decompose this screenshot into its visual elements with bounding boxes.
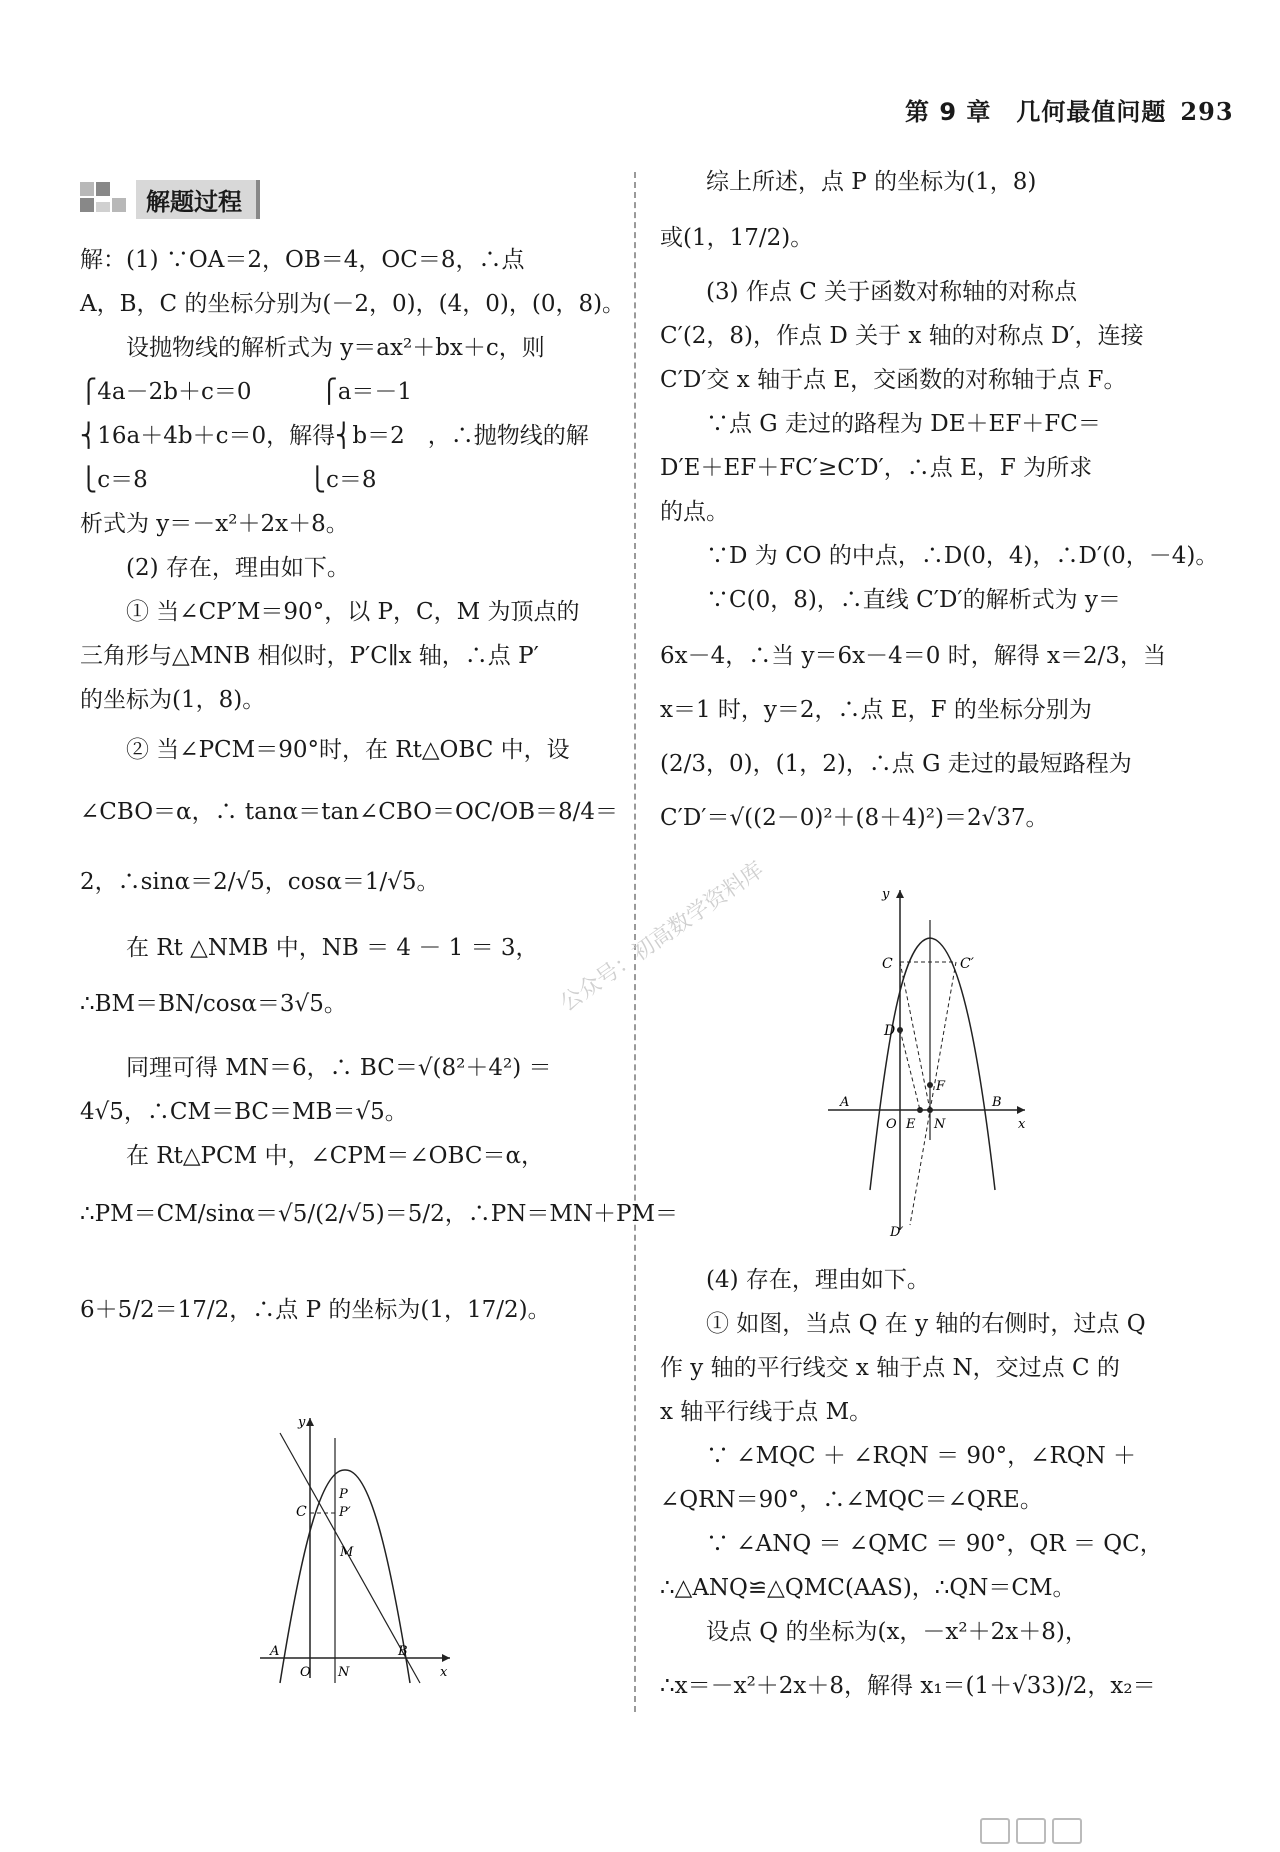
text-line: ∵ ∠ANQ ＝ ∠QMC ＝ 90°，QR ＝ QC， [660,1531,1163,1557]
text-line: ∵D 为 CO 的中点，∴D(0，4)，∴D′(0，－4)。 [660,543,1219,569]
text-line: ∴x＝－x²＋2x＋8，解得 x₁＝(1＋√33)/2，x₂＝ [660,1673,1156,1699]
text-line: 6x－4，∴当 y＝6x－4＝0 时，解得 x＝2/3，当 [660,643,1167,669]
text-line: (3) 作点 C 关于函数对称轴的对称点 [660,279,1078,305]
label-B: B [992,1095,1002,1110]
label-C: C [296,1504,307,1520]
label-P: P [339,1487,348,1502]
footer-icons [980,1818,1082,1844]
label-y: y [298,1415,306,1430]
label-E: E [906,1117,916,1132]
right-column-top [660,160,1219,840]
text-line: ⎩c＝8 ⎩c＝8 [80,467,377,493]
page-icon [1016,1818,1046,1844]
text-line: ① 如图，当点 Q 在 y 轴的右侧时，过点 Q [660,1311,1146,1337]
label-P-prime: P′ [339,1505,351,1520]
chapter-title: 第 9 章 几何最值问题 [905,98,1167,126]
text-line: 设点 Q 的坐标为(x，－x²＋2x＋8)， [660,1619,1088,1645]
text-line: 在 Rt △NMB 中，NB ＝ 4 － 1 ＝ 3， [80,935,539,961]
label-A: A [840,1095,850,1110]
text-line: (2) 存在，理由如下。 [80,555,350,581]
label-C-prime: C′ [960,956,974,972]
label-x: x [440,1665,448,1680]
label-D-prime: D′ [890,1225,904,1240]
section-heading [80,180,260,218]
heading-decoration-icon [80,182,136,216]
text-line: ∠CBO＝α，∴ tanα＝tan∠CBO＝OC/OB＝8/4＝ [80,799,618,825]
label-N: N [934,1117,946,1132]
figure-parabola-1 [240,1408,460,1688]
page-number: 293 [1180,97,1234,126]
text-line: ∴△ANQ≌△QMC(AAS)，∴QN＝CM。 [660,1575,1076,1601]
label-O: O [886,1117,897,1132]
text-line: 6＋5/2＝17/2，∴点 P 的坐标为(1，17/2)。 [80,1297,551,1323]
page-header [905,92,1234,127]
text-line: ① 当∠CP′M＝90°，以 P，C，M 为顶点的 [80,599,580,625]
text-line: ∵点 G 走过的路程为 DE＋EF＋FC＝ [660,411,1101,437]
text-line: ∴PM＝CM/sinα＝√5/(2/√5)＝5/2，∴PN＝MN＋PM＝ [80,1201,679,1227]
text-line: 或(1，17/2)。 [660,225,814,251]
text-line: D′E＋EF＋FC′≥C′D′，∴点 E，F 为所求 [660,455,1093,481]
figure-parabola-2 [820,880,1080,1240]
text-line: 综上所述，点 P 的坐标为(1，8) [660,169,1037,195]
watermark-text: 公众号：初高数学资料库 [555,857,769,1017]
page-icon [1052,1818,1082,1844]
text-line: ∴BM＝BN/cosα＝3√5。 [80,991,347,1017]
label-B: B [398,1644,408,1659]
text-line: 同理可得 MN＝6，∴ BC＝√(8²＋4²) ＝ [80,1055,552,1081]
text-line: ∠QRN＝90°，∴∠MQC＝∠QRE。 [660,1487,1043,1513]
label-N: N [338,1665,350,1680]
right-column-bottom [660,1258,1200,1708]
text-line: 设抛物线的解析式为 y＝ax²＋bx＋c，则 [80,335,545,361]
text-line: 在 Rt△PCM 中，∠CPM＝∠OBC＝α， [80,1143,544,1169]
text-line: (4) 存在，理由如下。 [660,1267,930,1293]
label-D: D [884,1023,896,1039]
text-line: 解：(1) ∵OA＝2，OB＝4，OC＝8，∴点 [80,247,525,273]
text-line: A，B，C 的坐标分别为(－2，0)，(4，0)，(0，8)。 [80,291,626,317]
label-M: M [340,1545,354,1560]
text-line: 4√5，∴CM＝BC＝MB＝√5。 [80,1099,408,1125]
label-O: O [300,1665,311,1680]
text-line: ⎧4a－2b＋c＝0 ⎧a＝－1 [80,379,413,405]
text-line: C′D′交 x 轴于点 E，交函数的对称轴于点 F。 [660,367,1127,393]
label-y: y [882,887,890,902]
label-F: F [936,1079,946,1094]
text-line: (2/3，0)，(1，2)，∴点 G 走过的最短路程为 [660,751,1132,777]
text-line: C′(2，8)，作点 D 关于 x 轴的对称点 D′，连接 [660,323,1144,349]
text-line: 的点。 [660,499,729,525]
text-line: 作 y 轴的平行线交 x 轴于点 N，交过点 C 的 [660,1355,1120,1381]
label-C: C [882,956,893,972]
text-line: x＝1 时，y＝2，∴点 E，F 的坐标分别为 [660,697,1092,723]
text-line: 三角形与△MNB 相似时，P′C∥x 轴，∴点 P′ [80,643,539,669]
page-icon [980,1818,1010,1844]
text-line: 析式为 y＝－x²＋2x＋8。 [80,511,349,537]
text-line: x 轴平行线于点 M。 [660,1399,873,1425]
label-A: A [270,1644,280,1659]
label-x: x [1018,1117,1026,1132]
text-line: ∵ ∠MQC ＋ ∠RQN ＝ 90°，∠RQN ＋ [660,1443,1137,1469]
text-line: ∵C(0，8)，∴直线 C′D′的解析式为 y＝ [660,587,1121,613]
text-line: 2，∴sinα＝2/√5，cosα＝1/√5。 [80,869,440,895]
text-line: ② 当∠PCM＝90°时，在 Rt△OBC 中，设 [80,737,570,763]
section-title: 解题过程 [136,180,260,219]
text-line: 的坐标为(1，8)。 [80,687,266,713]
text-line: C′D′＝√((2－0)²＋(8＋4)²)＝2√37。 [660,805,1049,831]
text-line: ⎨16a＋4b＋c＝0，解得⎨b＝2 ，∴抛物线的解 [80,423,589,449]
